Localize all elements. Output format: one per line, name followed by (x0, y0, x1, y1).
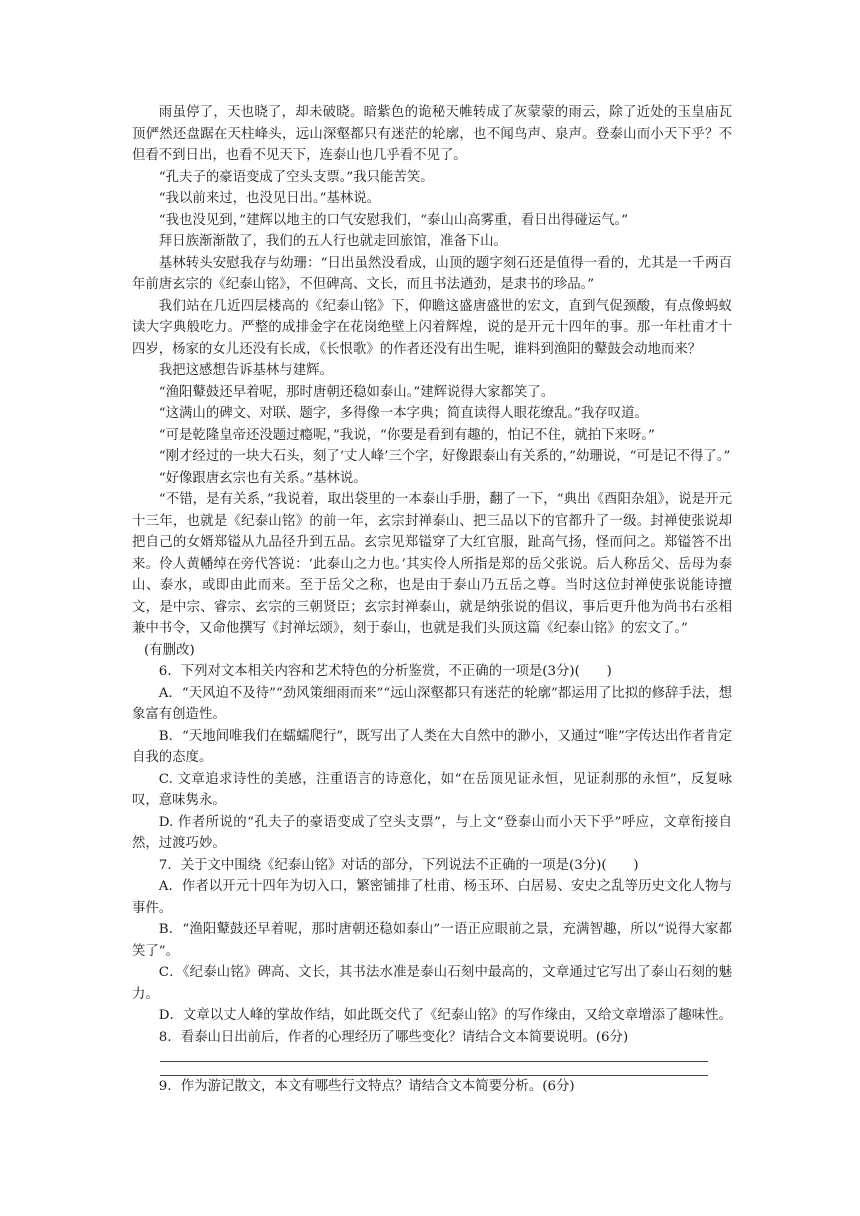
question-6 (132, 661, 732, 855)
option-b: B．“天地间唯我们在蠕蠕爬行”，既写出了人类在大自然中的渺小，又通过“唯”字传达出作者肯定自我的态度。 (132, 728, 732, 765)
question-stem: 8．看泰山日出前后，作者的心理经历了哪些变化？请结合文本简要说明。(6分) (158, 1029, 629, 1045)
option-c: C．《纪泰山铭》碑高、文长，其书法水准是泰山石刻中最高的，文章通过它写出了泰山石刻的魅力。 (132, 965, 732, 1002)
option-a: A．“天风迫不及待”“劲风策细雨而来”“远山深壑都只有迷茫的轮廓”都运用了比拟的修辞手法，想象富有创造性。 (132, 685, 732, 722)
question-stem: 7．关于文中围绕《纪泰山铭》对话的部分，下列说法不正确的一项是(3分)( ) (158, 857, 639, 873)
passage-paragraph: 基林转头安慰我存与幼珊：“日出虽然没看成，山顶的题字刻石还是值得一看的，尤其是一千两百年前唐玄宗的《纪泰山铭》，不但碑高、文长，而且书法遒劲，是隶书的珍品。” (132, 255, 732, 292)
passage-paragraph: 我们站在几近四层楼高的《纪泰山铭》下，仰瞻这盛唐盛世的宏文，直到气促颈酸，有点像蚂蚁读大字典般吃力。严整的成排金字在花岗绝壁上闪着辉煌，说的是开元十四年的事。那一年杜甫才十四岁，杨家的女儿还没有长成，《长恨歌》的作者还没有出生呢，谁料到渔阳的鼙鼓会动地而来？ (132, 298, 732, 357)
passage-paragraph: “好像跟唐玄宗也有关系。”基林说。 (158, 470, 367, 486)
option-d: D．文章以丈人峰的掌故作结，如此既交代了《纪泰山铭》的写作缘由，又给文章增添了趣味性。 (158, 1008, 732, 1023)
option-c: C. 文章追求诗性的美感，注重语言的诗意化，如“在岳顶见证永恒，见证刹那的永恒”，反复咏叹，意味隽永。 (132, 771, 732, 808)
passage-paragraph: “渔阳鼙鼓还早着呢，那时唐朝还稳如泰山。”建辉说得大家都笑了。 (158, 384, 555, 400)
exam-page (132, 102, 732, 1098)
passage-paragraph: “孔夫子的豪语变成了空头支票。”我只能苦笑。 (158, 169, 434, 185)
question-8 (132, 1027, 732, 1077)
answer-line[interactable] (160, 1062, 708, 1076)
option-a: A．作者以开元十四年为切入口，繁密铺排了杜甫、杨玉环、白居易、安史之乱等历史文化人物与事件。 (132, 879, 732, 916)
question-stem: 9．作为游记散文，本文有哪些行文特点？请结合文本简要分析。(6分) (158, 1079, 575, 1094)
passage-paragraph: “这满山的碑文、对联、题字，多得像一本字典；简直读得人眼花缭乱。”我存叹道。 (158, 406, 648, 421)
option-b: B．“渔阳鼙鼓还早着呢，那时唐朝还稳如泰山”一语正应眼前之景，充满智趣，所以“说得大家都笑了”。 (132, 922, 732, 959)
answer-line[interactable] (160, 1048, 708, 1062)
passage-paragraph: “可是乾隆皇帝还没题过瘾呢，”我说，“你要是看到有趣的，怕记不住，就拍下来呀。” (158, 427, 655, 443)
passage (132, 102, 732, 640)
passage-paragraph: 我把这感想告诉基林与建辉。 (158, 363, 333, 378)
source-note: (有删改) (144, 642, 195, 658)
option-d: D. 作者所说的“孔夫子的豪语变成了空头支票”，与上文“登泰山而小天下乎”呼应，文章衔接自然，过渡巧妙。 (132, 814, 732, 851)
passage-paragraph: “刚才经过的一块大石头，刻了‘丈人峰’三个字，好像跟泰山有关系的，”幼珊说，“可是记不得了。” (158, 449, 731, 464)
passage-paragraph: 拜日族渐渐散了，我们的五人行也就走回旅馆，准备下山。 (158, 234, 507, 249)
question-7 (132, 855, 732, 1027)
passage-paragraph: 雨虽停了，天也晓了，却未破晓。暗紫色的诡秘天帷转成了灰蒙蒙的雨云，除了近处的玉皇庙瓦顶俨然还盘踞在天柱峰头，远山深壑都只有迷茫的轮廓，也不闻鸟声、泉声。登泰山而小天下乎？不但看不到日出，也看不见天下，连泰山也几乎看不见了。 (132, 105, 732, 163)
question-stem: 6．下列对文本相关内容和艺术特色的分析鉴赏，不正确的一项是(3分)( ) (158, 664, 612, 679)
passage-paragraph: “我以前来过，也没见日出。”基林说。 (158, 191, 381, 206)
passage-paragraph: “我也没见到，”建辉以地主的口气安慰我们，“泰山山高雾重，看日出得碰运气。” (158, 212, 629, 228)
question-9 (132, 1076, 732, 1098)
passage-paragraph: “不错，是有关系，”我说着，取出袋里的一本泰山手册，翻了一下，“典出《酉阳杂俎》，说是开元十三年，也就是《纪泰山铭》的前一年，玄宗封禅泰山、把三品以下的官都升了一级。封禅使张说却把自己的女婿郑镒从九品径升到五品。玄宗见郑镒穿了大红官服，趾高气扬，怪而问之。郑镒答不出来。伶人黄幡绰在旁代答说：‘此泰山之力也。’其实伶人所指是郑的岳父张说。后人称岳父、岳母为泰山、泰水，或即由此而来。至于岳父之称，也是由于泰山乃五岳之尊。当时这位封禅使张说能诗擅文，是中宗、睿宗、玄宗的三朝贤臣；玄宗封禅泰山，就是纳张说的倡议，事后更升他为尚书右丞相兼中书令，又命他撰写《封禅坛颂》，刻于泰山，也就是我们头顶这篇《纪泰山铭》的宏文了。” (132, 492, 732, 636)
